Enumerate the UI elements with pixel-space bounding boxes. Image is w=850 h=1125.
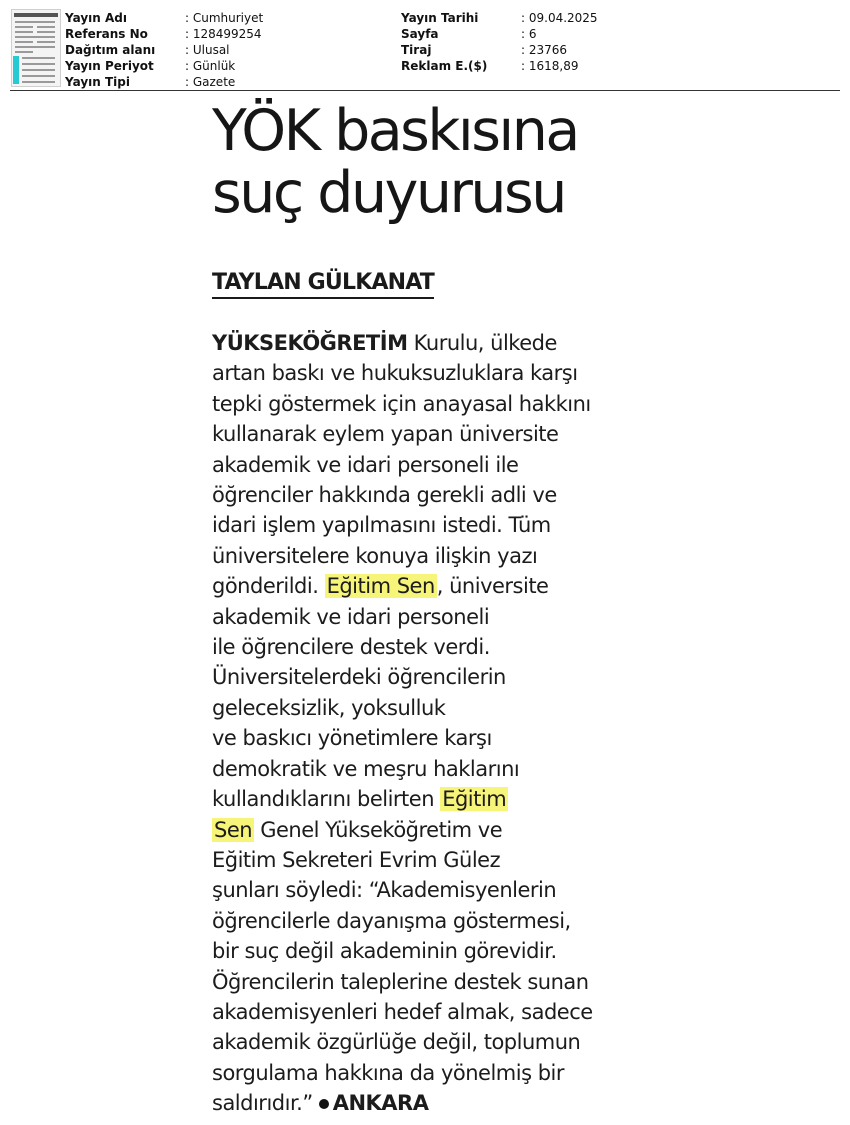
headline-line-2: suç duyurusu <box>212 160 565 226</box>
headline-line-1: YÖK baskısına <box>212 98 578 164</box>
clipping-header <box>0 0 850 92</box>
body-line <box>212 815 652 845</box>
body-line: sorgulama hakkına da yönelmiş bir <box>212 1060 565 1085</box>
body-line: demokratik ve meşru haklarını <box>212 756 520 781</box>
meta-value: : 23766 <box>521 43 568 57</box>
body-line: akademisyenleri hedef almak, sadece <box>212 999 593 1024</box>
body-text: saldırıdır.” <box>212 1091 313 1116</box>
body-line <box>212 571 652 601</box>
meta-label: Sayfa <box>401 27 439 41</box>
meta-label: Yayın Periyot <box>65 59 154 73</box>
body-line: akademik ve idari personeli ile <box>212 452 519 477</box>
meta-value: : Günlük <box>185 59 236 73</box>
page-thumbnail[interactable] <box>11 9 61 87</box>
meta-label: Tiraj <box>401 43 432 57</box>
highlight-egitim: Eğitim <box>442 787 507 812</box>
body-line: öğrencilerle dayanışma göstermesi, <box>212 908 571 933</box>
body-line: ile öğrencilere destek verdi. <box>212 635 490 660</box>
body-text: gönderildi. <box>212 574 325 599</box>
headline <box>212 100 652 224</box>
dateline-location: ANKARA <box>332 1091 429 1116</box>
body-line: ve baskıcı yönetimlere karşı <box>212 726 492 751</box>
highlight-egitim-sen: Eğitim Sen <box>326 574 435 599</box>
body-line: idari işlem yapılmasını istedi. Tüm <box>212 513 551 538</box>
body-text: Genel Yükseköğretim ve <box>254 817 503 842</box>
body-text: Kurulu, ülkede <box>407 331 557 355</box>
body-line <box>212 1088 652 1118</box>
meta-label: Reklam E.($) <box>401 59 488 73</box>
body-line: bir suç değil akademinin görevidir. <box>212 939 557 964</box>
meta-value: : 09.04.2025 <box>521 11 598 25</box>
body-line: kullanarak eylem yapan üniversite <box>212 422 559 447</box>
bullet-dot-icon <box>319 1099 329 1109</box>
body-text: , üniversite <box>436 574 549 599</box>
highlight-sen: Sen <box>214 817 253 842</box>
body-line: akademik özgürlüğe değil, toplumun <box>212 1030 581 1055</box>
body-line: Öğrencilerin taleplerine destek sunan <box>212 969 589 994</box>
meta-label: Yayın Adı <box>65 11 127 25</box>
body-line: Eğitim Sekreteri Evrim Gülez <box>212 847 501 872</box>
meta-value: : Ulusal <box>185 43 230 57</box>
body-line: Üniversitelerdeki öğrencilerin <box>212 665 506 690</box>
byline: TAYLAN GÜLKANAT <box>212 270 434 299</box>
body-line: geleceksizlik, yoksulluk <box>212 695 446 720</box>
body-line: öğrenciler hakkında gerekli adli ve <box>212 483 557 508</box>
meta-label: Yayın Tipi <box>65 75 130 89</box>
meta-value: : Gazete <box>185 75 236 89</box>
body-line: şunları söyledi: “Akademisyenlerin <box>212 878 557 903</box>
body-line: tepki göstermek için anayasal hakkını <box>212 391 591 416</box>
meta-value: : 6 <box>521 27 537 41</box>
meta-label: Yayın Tarihi <box>401 11 479 25</box>
body-line: artan baskı ve hukuksuzluklara karşı <box>212 361 578 386</box>
meta-label: Dağıtım alanı <box>65 43 156 57</box>
article-body <box>212 328 652 1119</box>
body-text: kullandıklarını belirten <box>212 787 441 812</box>
meta-value: : 128499254 <box>185 27 262 41</box>
article-clipping <box>212 98 652 1116</box>
body-line: akademik ve idari personeli <box>212 604 490 629</box>
body-line <box>212 328 652 358</box>
header-divider <box>10 90 840 91</box>
body-line: üniversitelere konuya ilişkin yazı <box>212 543 538 568</box>
body-line <box>212 784 652 814</box>
meta-value: : 1618,89 <box>521 59 579 73</box>
meta-label: Referans No <box>65 27 148 41</box>
lead-word: YÜKSEKÖĞRETİM <box>212 331 408 355</box>
meta-value: : Cumhuriyet <box>185 11 264 25</box>
